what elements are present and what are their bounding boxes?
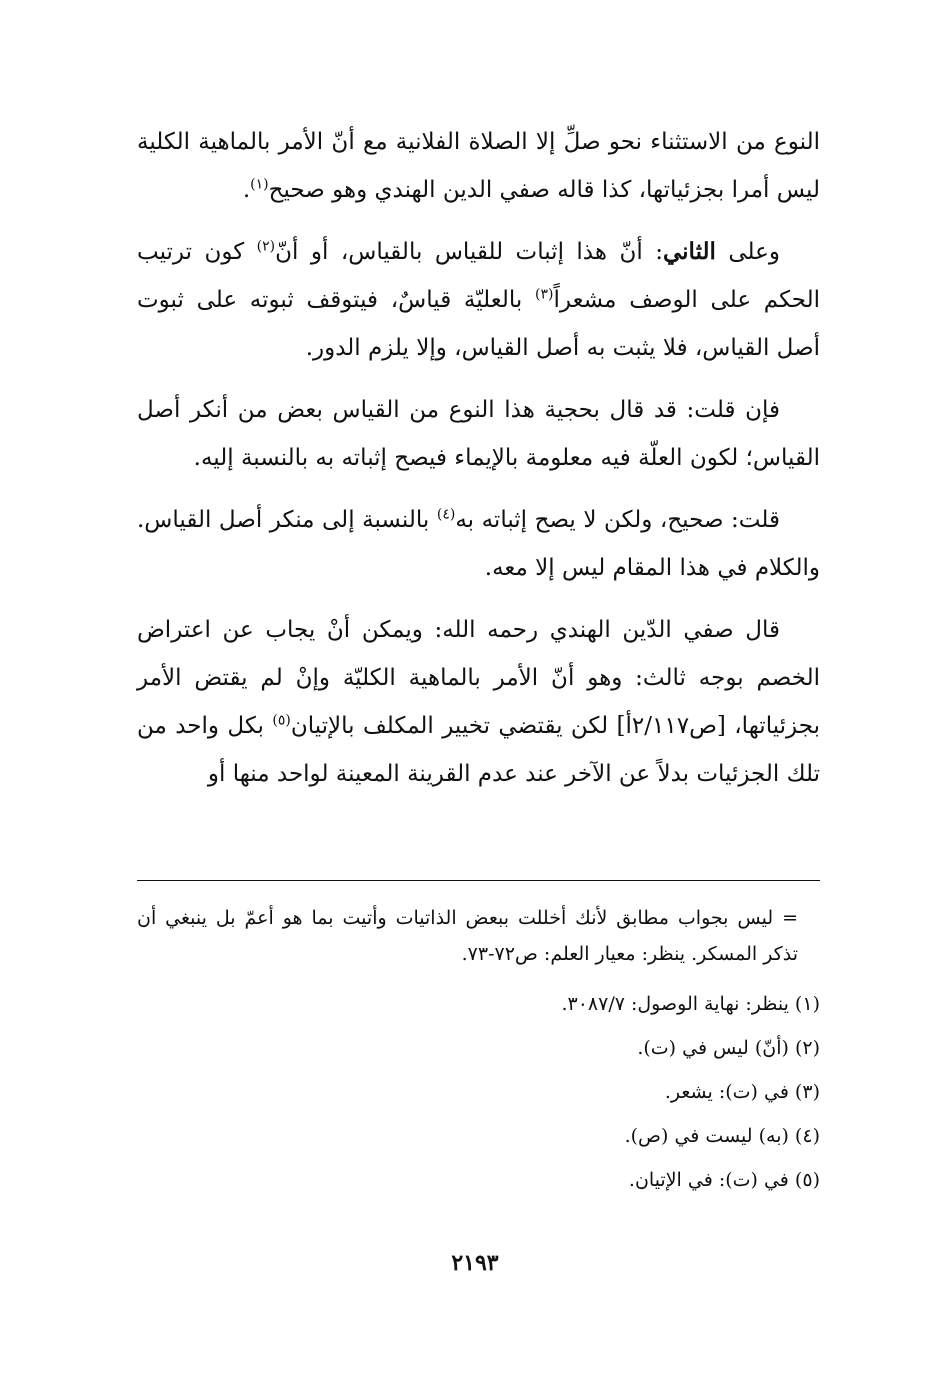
page-number: ٢١٩٣ [451,1250,499,1276]
paragraph-2: وعلى الثاني: أنّ هذا إثبات للقياس بالقياس، أو أنّ$^{(٢)}$ كون ترتيب الحكم على الوصف مشعراً$^{(٣)}$ بالعليّة قياسٌ، فيتوقف ثبوته على ثبوت أصل القياس، فلا يثبت به أصل القياس، وإلا يلزم الدور. [137,238,821,361]
footnote-4: (٤) (به) ليست في (ص). [624,1125,820,1147]
main-text [137,118,820,812]
footnote-1: (١) ينظر: نهاية الوصول: ٣٠٨٧/٧. [561,993,820,1015]
paragraph-1: النوع من الاستثناء نحو صلِّ إلا الصلاة الفلانية مع أنّ الأمر بالماهية الكلية ليس أمرا بجزئياتها، كذا قاله صفي الدين الهندي وهو صحيح$^{(١)}$. [137,129,820,203]
footnote-2: (٢) (أنّ) ليس في (ت). [637,1037,820,1059]
footnote-ref-5[interactable]: (٥) [272,712,291,729]
footnote-continuation: = ليس بجواب مطابق لأنك أخللت ببعض الذاتيات وأتيت بما هو أعمّ بل ينبغي أن تذكر المسكر. ينظر: معيار العلم: ص٧٢-٧٣. [137,907,798,965]
footnote-ref-3[interactable]: (٣) [535,286,554,303]
paragraph-3: فإن قلت: قد قال بحجية هذا النوع من القياس بعض من أنكر أصل القياس؛ لكون العلّة فيه معلومة بالإيماء فيصح إثباته به بالنسبة إليه. [137,397,820,471]
footnote-ref-4[interactable]: (٤) [436,506,456,523]
footnote-ref-1[interactable]: (١) [250,176,269,193]
bold-term: الثاني [662,238,716,265]
paragraph-5: قال صفي الدّين الهندي رحمه الله: ويمكن أنْ يجاب عن اعتراض الخصم بوجه ثالث: وهو أنّ الأمر بالماهية الكليّة وإنْ لم يقتض الأمر بجزئياتها، [ص٢/١١٧أ] لكن يقتضي تخيير المكلف بالإتيان$^{(٥)}$ بكل واحد من تلك الجزئيات بدلاً عن الآخر عند عدم القرينة المعينة لواحد منها أو [137,617,820,787]
footnote-5: (٥) في (ت): في الإتيان. [628,1169,820,1191]
footnote-3: (٣) في (ت): يشعر. [664,1081,820,1103]
footnotes [137,900,820,1202]
footnote-ref-2[interactable]: (٢) [256,238,276,255]
paragraph-4: قلت: صحيح، ولكن لا يصح إثباته به$^{(٤)}$ بالنسبة إلى منكر أصل القياس. والكلام في هذا المقام ليس إلا معه. [137,506,820,581]
footnote-divider [137,880,820,881]
